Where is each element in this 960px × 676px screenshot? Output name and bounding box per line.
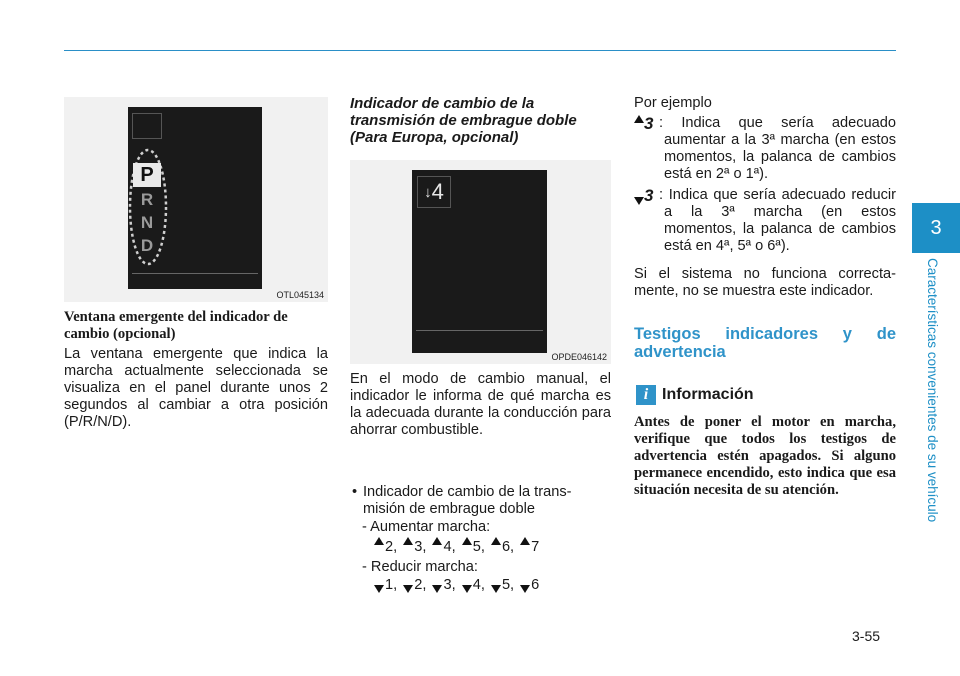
up-triangle-icon <box>634 115 644 123</box>
up-triangle-icon <box>403 537 413 545</box>
middle-body-text: En el modo de cambio manual, el indicador le informa de qué marcha es la adecuada durante la conducción para ahorrar combustible. <box>350 371 611 438</box>
info-text: Antes de poner el motor en marcha, verifique que todos los testigos de advertencia estén apagados. Si alguno permanece encendido, esto indica que esa situación necesita de su atención. <box>634 414 896 498</box>
down-triangle-icon <box>462 585 472 593</box>
up-example-glyph: 3 <box>634 115 664 134</box>
display-rule <box>132 273 258 274</box>
info-title: Información <box>662 386 754 403</box>
up-triangle-icon <box>520 537 530 545</box>
down-triangle-icon <box>634 197 644 205</box>
chapter-title-text: Características convenientes de su vehículo <box>925 258 940 523</box>
up-example <box>634 115 896 183</box>
info-icon: i <box>636 385 656 405</box>
shift-down-list <box>372 577 539 594</box>
gear-item: 2, <box>414 577 427 593</box>
display-rule <box>416 330 543 331</box>
page-number: 3-55 <box>852 628 881 644</box>
shift-indicator-figure <box>350 160 611 364</box>
gear-number: 4 <box>431 179 444 204</box>
header-rule <box>64 50 896 51</box>
left-body-text: La ventana emergente que indica la marcha actualmente seleccionada se visualiza en el panel durante unos 2 segundos al cambiar a otra posición (P/R/N/D). <box>64 346 328 430</box>
gear-item: 4, <box>472 577 485 593</box>
down-example-glyph: 3 <box>634 187 664 206</box>
section-heading-dct: Indicador de cambio de la transmisión de embrague doble (Para Europa, opcional) <box>350 95 577 146</box>
chapter-tab: 3 <box>912 203 960 253</box>
chapter-side-title <box>922 258 942 548</box>
gear-item: 5, <box>501 577 515 593</box>
warning-lights-heading: Testigos indicadores y de advertencia <box>634 325 896 361</box>
down-triangle-icon <box>374 585 384 593</box>
up-example-text: : Indica que sería adecuado aumentar a la 3ª marcha (en estos momentos, la palanca de cambios está en 2ª o 1ª). <box>659 115 896 182</box>
up-triangle-icon <box>432 537 442 545</box>
gear-r: R <box>140 190 154 209</box>
figure-caption: Ventana emergente del indicador de cambio (opcional) <box>64 309 288 342</box>
shift-up-label: - Aumentar marcha: <box>362 519 491 535</box>
down-triangle-icon <box>403 585 413 593</box>
bullet-text: Indicador de cambio de la trans-misión de embrague doble <box>363 484 572 517</box>
down-triangle-icon <box>491 585 501 593</box>
gear-item: 7 <box>531 539 540 555</box>
shift-up-list <box>372 537 539 556</box>
gear-item: 4, <box>443 539 456 555</box>
figure-code: OPDE046142 <box>551 352 607 362</box>
gear-popup-figure <box>64 97 328 302</box>
down-triangle-icon <box>432 585 442 593</box>
up-triangle-icon <box>491 537 501 545</box>
gear-item: 3, <box>414 539 427 555</box>
down-example <box>634 187 896 255</box>
failure-note: Si el sistema no funciona correcta-mente, no se muestra este indicador. <box>634 266 896 299</box>
down-arrow-icon: ↓ <box>424 183 432 201</box>
up-triangle-icon <box>374 537 384 545</box>
up-triangle-icon <box>462 537 472 545</box>
cluster-display-panel <box>128 107 262 289</box>
shift-down-label: - Reducir marcha: <box>362 559 478 575</box>
gear-item: 2, <box>385 539 398 555</box>
bullet-dot: • <box>352 484 358 500</box>
gear-d: D <box>140 236 154 255</box>
gear-item: 5, <box>472 539 485 555</box>
gear-item: 6 <box>531 577 540 593</box>
display-top-box <box>132 113 162 139</box>
gear-item: 3, <box>443 577 456 593</box>
gear-item: 1, <box>385 577 398 593</box>
gear-p-selected: P <box>133 163 161 187</box>
figure-code: OTL045134 <box>276 290 324 300</box>
shift-indicator-box <box>417 176 451 208</box>
example-label: Por ejemplo <box>634 95 712 111</box>
cluster-display-panel <box>412 170 547 353</box>
gear-item: 6, <box>501 539 515 555</box>
down-triangle-icon <box>520 585 530 593</box>
gear-n: N <box>140 213 154 232</box>
down-example-text: : Indica que sería adecuado reducir a la 3ª marcha (en estos momentos, la palanca de cambios está en 4ª, 5ª o 6ª). <box>659 187 896 254</box>
bullet-item <box>350 484 611 518</box>
